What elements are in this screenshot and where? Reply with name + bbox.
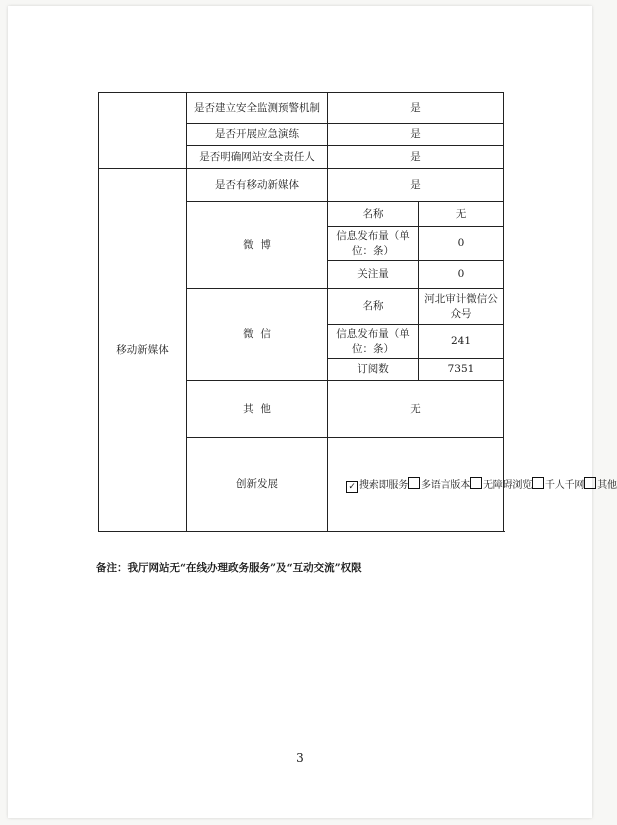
table-row [99,93,504,124]
checkbox-label: 其他 [597,479,617,491]
checkbox-1[interactable]: ✓ [346,481,358,493]
wechat-posts-value: 241 [419,325,504,359]
report-table [98,92,617,532]
checkbox-label: 搜索即服务 [359,479,408,491]
wechat-subs-value: 7351 [419,359,504,381]
warning-answer: 是 [328,93,504,124]
innovation-option-list [346,480,617,491]
owner-answer: 是 [328,146,504,169]
weibo-name-value: 无 [419,202,504,227]
checkbox-3[interactable] [470,477,482,489]
drill-answer: 是 [328,124,504,146]
checkbox-label: 多语言版本 [421,479,470,491]
innovation-category: 创新发展 [187,438,328,532]
weibo-posts-label: 信息发布量（单位：条） [328,227,419,261]
drill-question: 是否开展应急演练 [187,124,328,146]
weibo-name-label: 名称 [328,202,419,227]
security-category-cell [99,93,187,169]
weibo-follow-label: 关注量 [328,261,419,289]
wechat-label: 微 信 [187,289,328,381]
wechat-posts-label: 信息发布量（单位：条） [328,325,419,359]
wechat-subs-label: 订阅数 [328,359,419,381]
footnote: 备注：我厅网站无“在线办理政务服务”及“互动交流”权限 [96,562,362,574]
checkbox-5[interactable] [584,477,596,489]
weibo-label: 微 博 [187,202,328,289]
table-row [99,169,504,202]
other-label: 其 他 [187,381,328,438]
wechat-name-value: 河北审计微信公众号 [419,289,504,325]
media-has-question: 是否有移动新媒体 [187,169,328,202]
owner-question: 是否明确网站安全责任人 [187,146,328,169]
weibo-follow-value: 0 [419,261,504,289]
innovation-options [328,438,617,532]
checkbox-label: 无障碍浏览 [483,479,532,491]
wechat-name-label: 名称 [328,289,419,325]
other-value: 无 [328,381,504,438]
checkbox-2[interactable] [408,477,420,489]
weibo-posts-value: 0 [419,227,504,261]
media-category: 移动新媒体 [99,169,187,532]
media-has-answer: 是 [328,169,504,202]
page-number: 3 [296,751,304,765]
checkbox-4[interactable] [532,477,544,489]
warning-question: 是否建立安全监测预警机制 [187,93,328,124]
checkbox-label: 千人千网 [545,479,585,491]
